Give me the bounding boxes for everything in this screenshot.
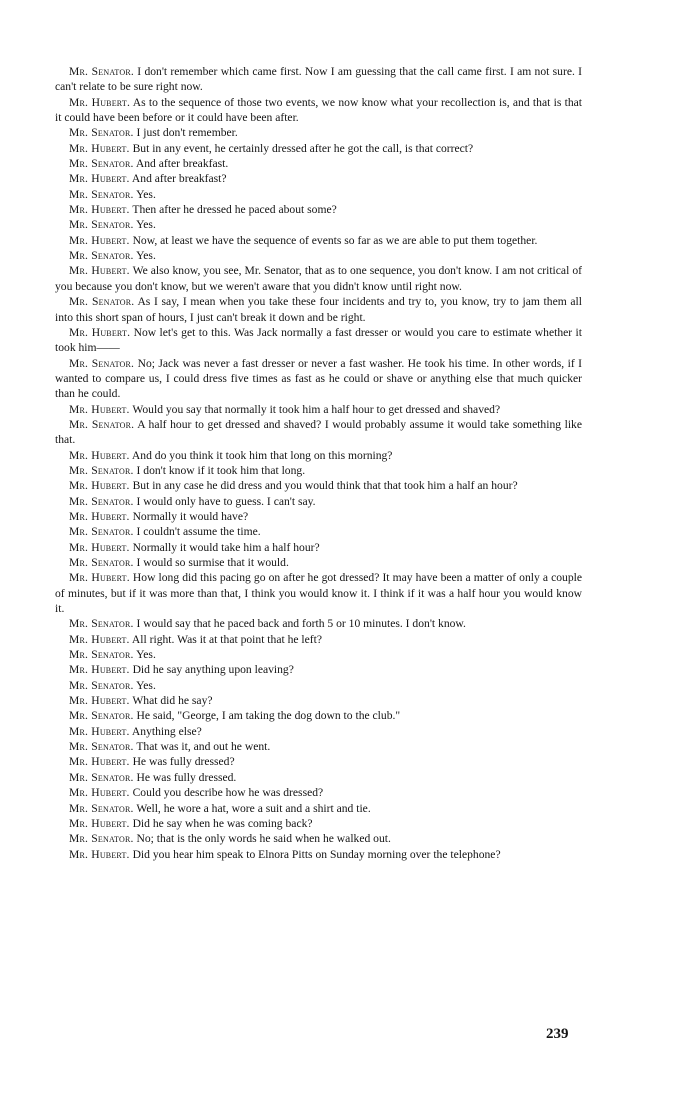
speaker-name: Mr. Hubert. [69, 233, 130, 247]
transcript-paragraph [55, 494, 582, 509]
speech-text: All right. Was it at that point that he left? [131, 632, 323, 646]
speech-text: How long did this pacing go on after he got dressed? It may have been a matter of only a couple of minutes, but if it was more than that, I think you would know it. I think if it was a half hour you would know it. [55, 571, 582, 616]
speaker-name: Mr. Hubert. [69, 264, 130, 278]
speaker-name: Mr. Hubert. [69, 203, 130, 217]
speech-text: He said, "George, I am taking the dog down to the club." [136, 709, 401, 723]
transcript-paragraph [55, 248, 582, 263]
speaker-name: Mr. Hubert. [69, 724, 130, 738]
transcript-paragraph [55, 448, 582, 463]
transcript-paragraph [55, 785, 582, 800]
speech-text: I just don't remember. [136, 126, 238, 140]
speech-text: Yes. [136, 187, 156, 201]
speaker-name: Mr. Senator. [69, 187, 134, 201]
speech-text: Did he say when he was coming back? [132, 816, 313, 830]
speaker-name: Mr. Senator. [69, 417, 135, 431]
speaker-name: Mr. Hubert. [69, 540, 130, 554]
speech-text: Could you describe how he was dressed? [132, 786, 324, 800]
transcript-paragraph [55, 754, 582, 769]
speech-text: No; Jack was never a fast dresser or never a fast washer. He took his time. In other words, if I wanted to compare us, I could dress five times as fast as he could or shave or anything else that much quicker than he could. [55, 356, 582, 401]
transcript-paragraph [55, 662, 582, 677]
speech-text: I would so surmise that it would. [136, 556, 289, 569]
speaker-name: Mr. Senator. [69, 126, 134, 140]
speaker-name: Mr. Hubert. [69, 663, 130, 677]
transcript-paragraph [55, 847, 582, 862]
transcript-paragraph [55, 831, 582, 846]
transcript-paragraph [55, 356, 582, 402]
transcript-paragraph [55, 540, 582, 555]
speech-text: Did he say anything upon leaving? [132, 663, 294, 677]
transcript-page [55, 64, 582, 862]
speech-text: And do you think it took him that long on this morning? [131, 448, 393, 462]
speaker-name: Mr. Senator. [69, 525, 134, 539]
speaker-name: Mr. Hubert. [69, 141, 130, 155]
speaker-name: Mr. Hubert. [69, 755, 130, 769]
speaker-name: Mr. Senator. [69, 218, 134, 232]
speaker-name: Mr. Senator. [69, 770, 134, 784]
speaker-name: Mr. Senator. [69, 648, 134, 662]
transcript-paragraph [55, 233, 582, 248]
speech-text: He was fully dressed? [132, 755, 235, 769]
speaker-name: Mr. Senator. [69, 249, 134, 263]
transcript-paragraph [55, 156, 582, 171]
speech-text: Anything else? [131, 724, 202, 738]
speaker-name: Mr. Hubert. [69, 786, 130, 800]
speaker-name: Mr. Senator. [69, 740, 134, 754]
speech-text: Did you hear him speak to Elnora Pitts on Sunday morning over the telephone? [132, 847, 501, 861]
speech-text: Yes. [136, 249, 156, 263]
speaker-name: Mr. Senator. [69, 65, 134, 78]
speaker-name: Mr. Hubert. [69, 479, 130, 493]
speaker-name: Mr. Senator. [69, 709, 134, 723]
transcript-paragraph [55, 555, 582, 570]
transcript-paragraph [55, 217, 582, 232]
page-number: 239 [546, 1026, 569, 1042]
transcript-paragraph [55, 739, 582, 754]
transcript-paragraph [55, 509, 582, 524]
transcript-paragraph [55, 678, 582, 693]
speaker-name: Mr. Hubert. [69, 95, 131, 109]
transcript-paragraph [55, 125, 582, 140]
speech-text: Then after he dressed he paced about some? [132, 203, 337, 217]
speech-text: I don't remember which came first. Now I am guessing that the call came first. I am not sure. I can't relate to be sure right now. [55, 65, 583, 94]
speech-text: I would only have to guess. I can't say. [136, 494, 316, 508]
speaker-name: Mr. Senator. [69, 801, 134, 815]
speech-text: But in any event, he certainly dressed after he got the call, is that correct? [132, 141, 474, 155]
speaker-name: Mr. Hubert. [69, 816, 130, 830]
speaker-name: Mr. Hubert. [69, 847, 130, 861]
speech-text: And after breakfast. [135, 157, 229, 171]
speaker-name: Mr. Senator. [69, 617, 134, 631]
speech-text: He was fully dressed. [136, 770, 237, 784]
transcript-paragraph [55, 724, 582, 739]
speech-text: Normally it would have? [132, 509, 249, 523]
speech-text: As to the sequence of those two events, we now know what your recollection is, and that is that it could have been before or it could have been after. [55, 95, 582, 125]
speaker-name: Mr. Hubert. [69, 694, 130, 708]
speech-text: I would say that he paced back and forth 5 or 10 minutes. I don't know. [136, 617, 466, 631]
transcript-paragraph [55, 801, 582, 816]
speaker-name: Mr. Hubert. [69, 402, 130, 416]
transcript-paragraph [55, 463, 582, 478]
speech-text: I couldn't assume the time. [136, 525, 261, 539]
transcript-paragraph [55, 187, 582, 202]
transcript-paragraph [55, 95, 582, 126]
speaker-name: Mr. Senator. [69, 494, 134, 508]
speech-text: As I say, I mean when you take these four incidents and try to, you know, try to jam them all into this short span of hours, I just can't break it down and be right. [55, 295, 582, 324]
speaker-name: Mr. Hubert. [69, 571, 130, 585]
speech-text: Normally it would take him a half hour? [132, 540, 320, 554]
transcript-paragraph [55, 816, 582, 831]
transcript-paragraph [55, 171, 582, 186]
transcript-paragraph [55, 263, 582, 294]
transcript-paragraph [55, 708, 582, 723]
transcript-paragraph [55, 570, 582, 616]
speaker-name: Mr. Hubert. [69, 632, 130, 646]
speech-text: Now, at least we have the sequence of events so far as we are able to put them together. [132, 233, 538, 247]
transcript-paragraph [55, 202, 582, 217]
transcript-paragraph [55, 770, 582, 785]
speaker-name: Mr. Senator. [69, 295, 135, 309]
speaker-name: Mr. Senator. [69, 678, 134, 692]
speaker-name: Mr. Senator. [69, 157, 134, 171]
speaker-name: Mr. Hubert. [69, 448, 130, 462]
transcript-paragraph [55, 64, 582, 95]
transcript-paragraph [55, 417, 582, 448]
speech-text: Would you say that normally it took him a half hour to get dressed and shaved? [132, 402, 501, 416]
speech-text: Yes. [136, 218, 156, 232]
transcript-paragraph [55, 402, 582, 417]
speech-text: No; that is the only words he said when he walked out. [136, 832, 391, 846]
speech-text: Now let's get to this. Was Jack normally a fast dresser or would you care to estimate whether it took him—— [55, 325, 582, 355]
speaker-name: Mr. Hubert. [69, 325, 131, 339]
speech-text: And after breakfast? [131, 172, 227, 186]
speaker-name: Mr. Senator. [69, 463, 134, 477]
speaker-name: Mr. Hubert. [69, 172, 130, 186]
transcript-paragraph [55, 616, 582, 631]
speech-text: A half hour to get dressed and shaved? I would probably assume it would take something like that. [55, 417, 582, 447]
speaker-name: Mr. Senator. [69, 356, 135, 370]
speaker-name: Mr. Senator. [69, 556, 134, 569]
transcript-paragraph [55, 524, 582, 539]
transcript-paragraph [55, 478, 582, 493]
speech-text: Yes. [136, 678, 156, 692]
transcript-paragraph [55, 647, 582, 662]
speech-text: What did he say? [132, 694, 213, 708]
speaker-name: Mr. Senator. [69, 832, 134, 846]
transcript-paragraph [55, 141, 582, 156]
transcript-paragraph [55, 693, 582, 708]
speech-text: I don't know if it took him that long. [136, 463, 306, 477]
speech-text: We also know, you see, Mr. Senator, that as to one sequence, you don't know. I am not critical of you because you don't know, but we weren't aware that you didn't know until right now. [55, 264, 582, 293]
transcript-paragraph [55, 325, 582, 356]
speech-text: Yes. [136, 648, 156, 662]
speech-text: But in any case he did dress and you would think that that took him a half an hour? [132, 479, 518, 493]
speaker-name: Mr. Hubert. [69, 509, 130, 523]
speech-text: Well, he wore a hat, wore a suit and a shirt and tie. [136, 801, 371, 815]
speech-text: That was it, and out he went. [136, 740, 271, 754]
transcript-paragraph [55, 632, 582, 647]
transcript-paragraph [55, 294, 582, 325]
